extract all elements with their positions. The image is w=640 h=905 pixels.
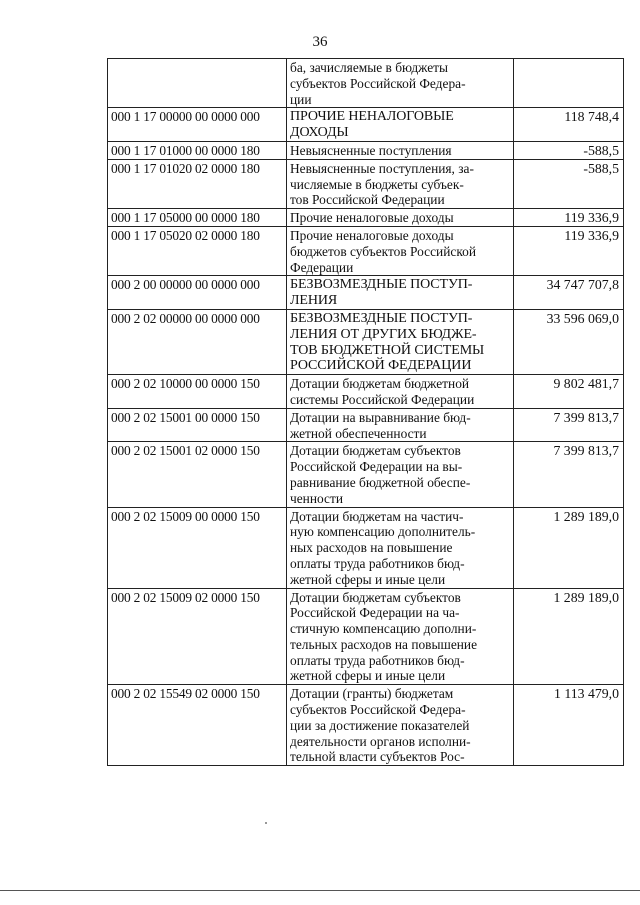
amount-cell: -588,5 <box>514 159 624 208</box>
revenue-name-line: ПРОЧИЕ НЕНАЛОГОВЫЕ <box>290 109 454 125</box>
revenue-name-line: оплаты труда работников бюд- <box>290 555 465 571</box>
classification-code-cell: 000 1 17 05020 02 0000 180 <box>108 226 287 275</box>
amount-cell: 9 802 481,7 <box>514 375 624 409</box>
table-row <box>108 375 624 409</box>
revenue-name-line: ба, зачисляемые в бюджеты <box>290 60 449 75</box>
revenue-name-cell <box>287 685 514 766</box>
table-row <box>108 108 624 142</box>
revenue-name-line: жетной сферы и иные цели <box>290 571 446 587</box>
revenue-name-cell <box>287 159 514 208</box>
revenue-name-line: Российской Федерации на вы- <box>290 459 463 475</box>
classification-code-cell: 000 1 17 01000 00 0000 180 <box>108 141 287 159</box>
revenue-name-cell <box>287 226 514 275</box>
revenue-name-line: бюджетов субъектов Российской <box>290 243 477 259</box>
amount-cell: 118 748,4 <box>514 108 624 142</box>
table-row <box>108 588 624 685</box>
amount-cell: -588,5 <box>514 141 624 159</box>
amount-cell: 33 596 069,0 <box>514 309 624 374</box>
revenue-name-line: тов Российской Федерации <box>290 192 445 208</box>
revenue-name-cell <box>287 408 514 442</box>
classification-code-cell: 000 1 17 00000 00 0000 000 <box>108 108 287 142</box>
revenue-name-line: Дотации бюджетам бюджетной <box>290 376 470 392</box>
revenue-name-line: Дотации (гранты) бюджетам <box>290 686 454 702</box>
revenue-name-line: тельных расходов на повышение <box>290 636 478 652</box>
table-row <box>108 309 624 374</box>
revenue-name-line: Невыясненные поступления <box>290 142 452 158</box>
revenue-name-line: деятельности органов исполни- <box>290 733 471 749</box>
revenue-name-line: субъектов Российской Федера- <box>290 75 466 91</box>
amount-cell: 1 289 189,0 <box>514 588 624 685</box>
revenue-name-line: БЕЗВОЗМЕЗДНЫЕ ПОСТУП- <box>290 310 473 326</box>
table-row <box>108 442 624 507</box>
amount-cell: 119 336,9 <box>514 226 624 275</box>
revenue-name-cell <box>287 309 514 374</box>
classification-code-cell: 000 2 02 15009 02 0000 150 <box>108 588 287 685</box>
revenue-name-cell <box>287 442 514 507</box>
amount-cell: 34 747 707,8 <box>514 276 624 310</box>
table-row <box>108 685 624 766</box>
classification-code-cell: 000 1 17 01020 02 0000 180 <box>108 159 287 208</box>
revenue-name-line: жетной обеспеченности <box>290 425 427 441</box>
page-number: 36 <box>312 34 328 50</box>
amount-cell: 7 399 813,7 <box>514 442 624 507</box>
classification-code-cell: 000 2 02 15001 00 0000 150 <box>108 408 287 442</box>
amount-cell: 119 336,9 <box>514 209 624 227</box>
revenue-name-line: РОССИЙСКОЙ ФЕДЕРАЦИИ <box>290 358 472 374</box>
classification-code-cell: 000 1 17 05000 00 0000 180 <box>108 209 287 227</box>
table-row <box>108 59 624 108</box>
table-row <box>108 408 624 442</box>
classification-code-cell: 000 2 02 15549 02 0000 150 <box>108 685 287 766</box>
classification-code-cell: 000 2 00 00000 00 0000 000 <box>108 276 287 310</box>
table-row <box>108 226 624 275</box>
revenue-name-cell <box>287 141 514 159</box>
revenue-name-line: оплаты труда работников бюд- <box>290 652 465 668</box>
revenue-name-line: ЛЕНИЯ ОТ ДРУГИХ БЮДЖЕ- <box>290 326 477 342</box>
table-row <box>108 507 624 588</box>
revenue-name-cell <box>287 59 514 108</box>
amount-cell <box>514 59 624 108</box>
revenue-name-line: ных расходов на повышение <box>290 540 453 556</box>
revenue-name-line: стичную компенсацию дополни- <box>290 621 477 637</box>
revenue-name-cell <box>287 108 514 142</box>
revenue-name-line: равнивание бюджетной обеспе- <box>290 474 471 490</box>
table-row <box>108 276 624 310</box>
revenue-name-line: Прочие неналоговые доходы <box>290 210 454 226</box>
revenue-name-cell <box>287 209 514 227</box>
revenue-name-line: числяемые в бюджеты субъек- <box>290 176 464 192</box>
revenue-name-cell <box>287 276 514 310</box>
revenue-name-cell <box>287 507 514 588</box>
revenue-name-line: Дотации бюджетам на частич- <box>290 508 464 524</box>
revenue-name-line: системы Российской Федерации <box>290 391 475 407</box>
revenue-name-line: Дотации на выравнивание бюд- <box>290 409 471 425</box>
budget-revenue-table <box>107 58 624 766</box>
classification-code-cell: 000 2 02 15009 00 0000 150 <box>108 507 287 588</box>
page-bottom-rule <box>0 890 640 891</box>
revenue-name-line: ную компенсацию дополнитель- <box>290 524 476 540</box>
revenue-name-line: ции за достижение показателей <box>290 717 470 733</box>
amount-cell: 1 113 479,0 <box>514 685 624 766</box>
revenue-name-line: ТОВ БЮДЖЕТНОЙ СИСТЕМЫ <box>290 342 485 358</box>
amount-cell: 7 399 813,7 <box>514 408 624 442</box>
revenue-name-cell <box>287 375 514 409</box>
classification-code-cell: 000 2 02 15001 02 0000 150 <box>108 442 287 507</box>
scan-speck <box>265 822 267 824</box>
revenue-name-line: Прочие неналоговые доходы <box>290 227 454 243</box>
revenue-name-line: Дотации бюджетам субъектов <box>290 443 461 459</box>
revenue-name-line: Российской Федерации на ча- <box>290 605 460 621</box>
classification-code-cell: 000 2 02 10000 00 0000 150 <box>108 375 287 409</box>
revenue-name-line: ДОХОДЫ <box>290 125 349 141</box>
table-row <box>108 159 624 208</box>
revenue-name-line: ЛЕНИЯ <box>290 293 338 309</box>
revenue-name-line: Федерации <box>290 259 354 275</box>
revenue-name-cell <box>287 588 514 685</box>
revenue-name-line: Дотации бюджетам субъектов <box>290 589 461 605</box>
revenue-name-line: жетной сферы и иные цели <box>290 668 446 684</box>
revenue-name-line: тельной власти субъектов Рос- <box>290 749 465 765</box>
revenue-name-line: ченности <box>290 490 344 506</box>
classification-code-cell: 000 2 02 00000 00 0000 000 <box>108 309 287 374</box>
table-row <box>108 141 624 159</box>
revenue-name-line: ции <box>290 91 312 107</box>
budget-table-body <box>108 59 624 766</box>
revenue-name-line: Невыясненные поступления, за- <box>290 160 474 176</box>
table-row <box>108 209 624 227</box>
classification-code-cell <box>108 59 287 108</box>
amount-cell: 1 289 189,0 <box>514 507 624 588</box>
revenue-name-line: БЕЗВОЗМЕЗДНЫЕ ПОСТУП- <box>290 277 473 293</box>
revenue-name-line: субъектов Российской Федера- <box>290 702 466 718</box>
